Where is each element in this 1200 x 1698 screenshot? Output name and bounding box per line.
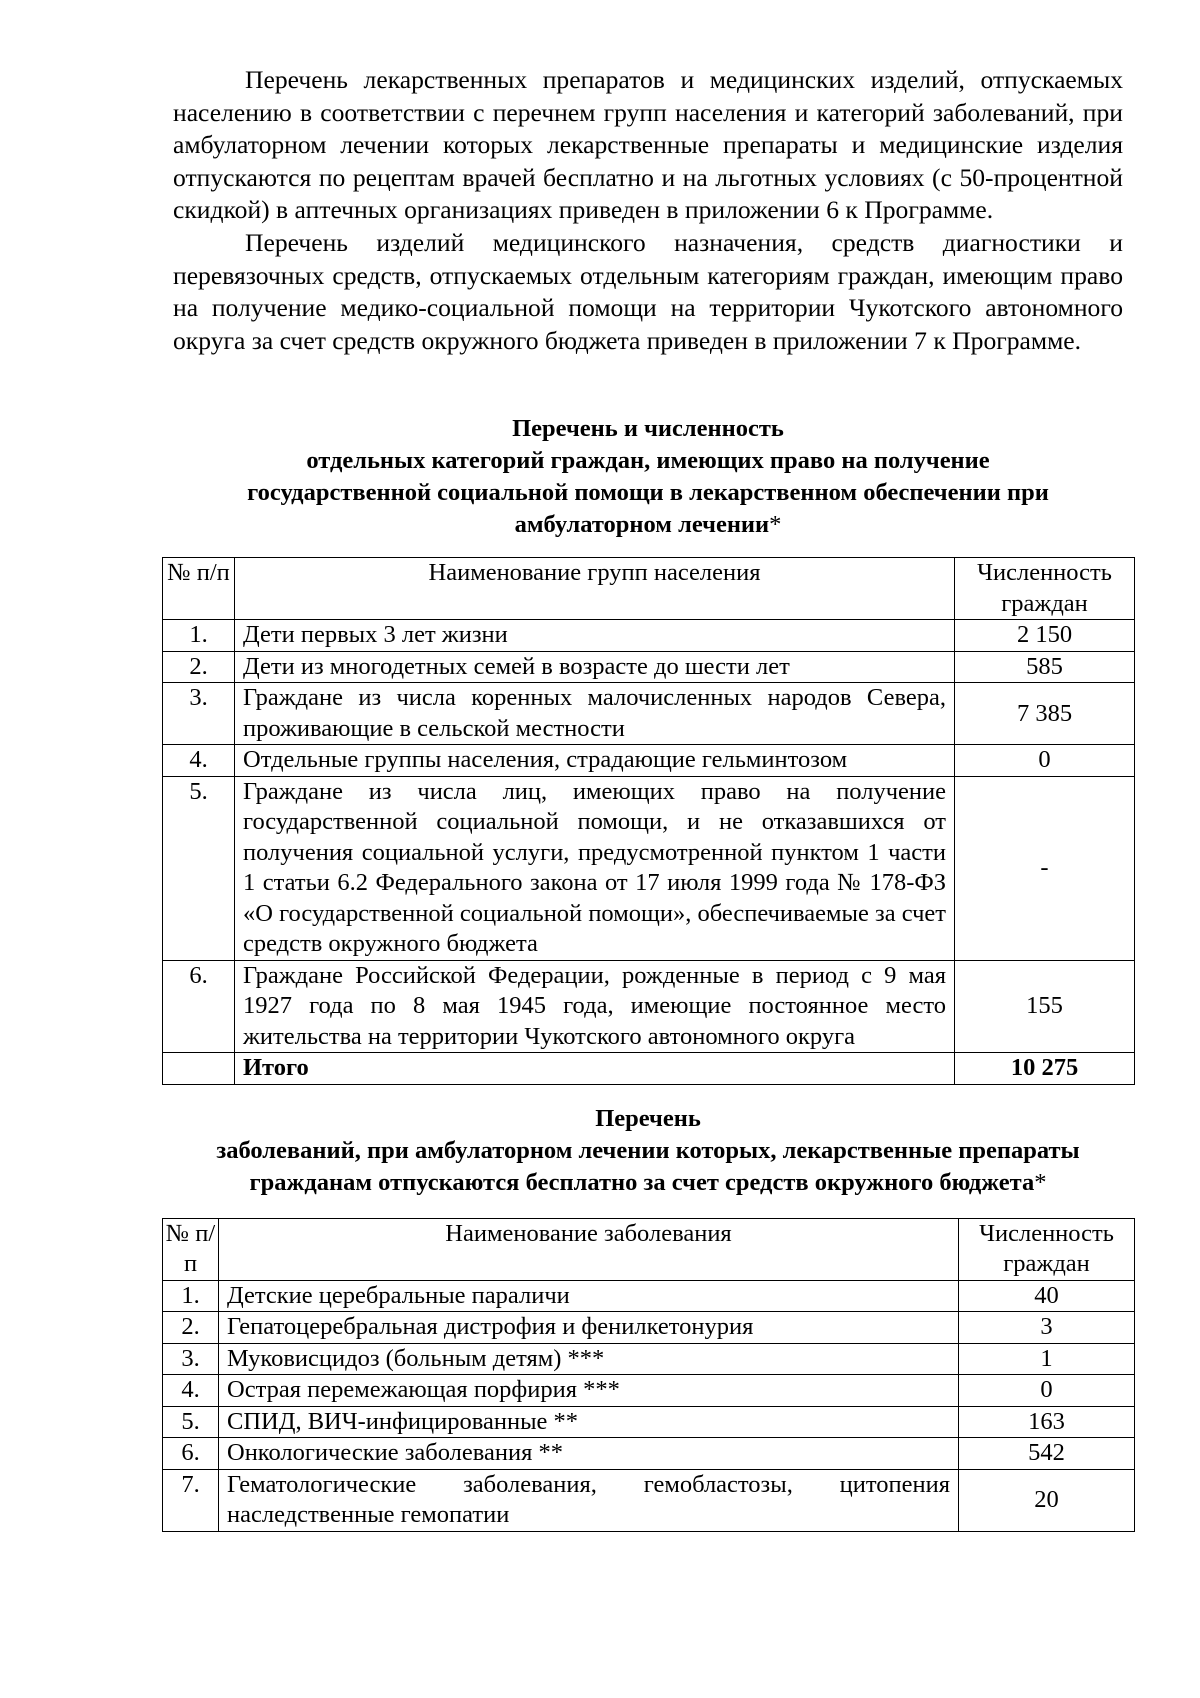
header-name: Наименование групп населения xyxy=(235,558,955,620)
row-num: 7. xyxy=(163,1469,219,1531)
header-num: № п/п xyxy=(163,1218,219,1280)
row-name: Граждане из числа лиц, имеющих право на получение государственной социальной помощи, и не отказавшихся от получения социальной услуги, предусмотренной пунктом 1 части 1 статьи 6.2 Федерального закона от 17 июля 1999 года № 178-ФЗ «О государственной социальной помощи», обеспечиваемые за счет средств окружного бюджета xyxy=(235,776,955,960)
row-count: - xyxy=(955,776,1135,960)
table-row xyxy=(163,1375,1135,1407)
header-count: Численность граждан xyxy=(955,558,1135,620)
row-name: Детские церебральные параличи xyxy=(219,1280,959,1312)
row-count: 7 385 xyxy=(955,683,1135,745)
header-name: Наименование заболевания xyxy=(219,1218,959,1280)
table1-title-footnote-mark: * xyxy=(769,511,782,539)
row-count: 585 xyxy=(955,651,1135,683)
row-count: 1 xyxy=(959,1343,1135,1375)
row-name: Гепатоцеребральная дистрофия и фенилкетонурия xyxy=(219,1312,959,1344)
row-name: Граждане из числа коренных малочисленных народов Севера, проживающие в сельской местности xyxy=(235,683,955,745)
row-num: 3. xyxy=(163,1343,219,1375)
total-label: Итого xyxy=(235,1053,955,1085)
row-name: Онкологические заболевания ** xyxy=(219,1438,959,1470)
row-name: Дети из многодетных семей в возрасте до шести лет xyxy=(235,651,955,683)
row-name: Граждане Российской Федерации, рожденные в период с 9 мая 1927 года по 8 мая 1945 года, имеющие постоянное место жительства на территории Чукотского автономного округа xyxy=(235,960,955,1053)
table-row xyxy=(163,960,1135,1053)
row-num: 6. xyxy=(163,960,235,1053)
table-row xyxy=(163,776,1135,960)
row-name: Отдельные группы населения, страдающие гельминтозом xyxy=(235,745,955,777)
row-name: Муковисцидоз (больным детям) *** xyxy=(219,1343,959,1375)
row-num: 1. xyxy=(163,620,235,652)
row-count: 542 xyxy=(959,1438,1135,1470)
table-row xyxy=(163,1343,1135,1375)
row-count: 0 xyxy=(955,745,1135,777)
table2-title-line2: заболеваний, при амбулаторном лечении которых, лекарственные препараты xyxy=(216,1136,1080,1164)
table2-title-line3: гражданам отпускаются бесплатно за счет средств окружного бюджета xyxy=(249,1168,1035,1196)
row-num: 2. xyxy=(163,651,235,683)
table-header-row xyxy=(163,558,1135,620)
row-name: Острая перемежающая порфирия *** xyxy=(219,1375,959,1407)
row-num: 3. xyxy=(163,683,235,745)
row-num: 1. xyxy=(163,1280,219,1312)
row-num: 5. xyxy=(163,1406,219,1438)
table2-title xyxy=(173,1103,1123,1199)
header-count: Численность граждан xyxy=(959,1218,1135,1280)
table1-title-line2: отдельных категорий граждан, имеющих право на получение xyxy=(306,447,990,475)
header-num: № п/п xyxy=(163,558,235,620)
table1-title-line4: амбулаторном лечении xyxy=(514,511,770,539)
row-count: 2 150 xyxy=(955,620,1135,652)
row-num: 4. xyxy=(163,745,235,777)
table1-title xyxy=(173,413,1123,541)
table-row xyxy=(163,1280,1135,1312)
table-row xyxy=(163,1438,1135,1470)
table-row xyxy=(163,651,1135,683)
row-count: 163 xyxy=(959,1406,1135,1438)
intro-paragraph-1: Перечень лекарственных препаратов и медицинских изделий, отпускаемых населению в соответствии с перечнем групп населения и категорий заболеваний, при амбулаторном лечении которых лекарственные препараты и медицинские изделия отпускаются по рецептам врачей бесплатно и на льготных условиях (с 50-процентной скидкой) в аптечных организациях приведен в приложении 6 к Программе. xyxy=(173,65,1123,225)
row-name: СПИД, ВИЧ-инфицированные ** xyxy=(219,1406,959,1438)
row-name: Гематологические заболевания, гемобластозы, цитопения наследственные гемопатии xyxy=(219,1469,959,1531)
row-count: 0 xyxy=(959,1375,1135,1407)
table2-title-footnote-mark: * xyxy=(1034,1168,1047,1196)
table-total-row xyxy=(163,1053,1135,1085)
table2-title-line1: Перечень xyxy=(595,1104,701,1132)
row-name: Дети первых 3 лет жизни xyxy=(235,620,955,652)
row-count: 155 xyxy=(955,960,1135,1053)
row-count: 20 xyxy=(959,1469,1135,1531)
table-row xyxy=(163,1469,1135,1531)
table-row xyxy=(163,1406,1135,1438)
row-count: 3 xyxy=(959,1312,1135,1344)
row-count: 40 xyxy=(959,1280,1135,1312)
row-num: 2. xyxy=(163,1312,219,1344)
row-num: 5. xyxy=(163,776,235,960)
total-value: 10 275 xyxy=(955,1053,1135,1085)
table1-title-line3: государственной социальной помощи в лекарственном обеспечении при xyxy=(247,479,1049,507)
table-row xyxy=(163,745,1135,777)
table-header-row xyxy=(163,1218,1135,1280)
diseases-table xyxy=(162,1218,1135,1532)
intro-paragraph-2: Перечень изделий медицинского назначения, средств диагностики и перевязочных средств, отпускаемых отдельным категориям граждан, имеющим право на получение медико-социальной помощи на территории Чукотского автономного округа за счет средств окружного бюджета приведен в приложении 7 к Программе. xyxy=(173,227,1123,355)
row-num: 6. xyxy=(163,1438,219,1470)
table1-title-line1: Перечень и численность xyxy=(512,415,784,443)
table-row xyxy=(163,620,1135,652)
document-page xyxy=(165,64,1123,1532)
table-row xyxy=(163,683,1135,745)
row-num: 4. xyxy=(163,1375,219,1407)
table-row xyxy=(163,1312,1135,1344)
citizen-categories-table xyxy=(162,557,1135,1085)
